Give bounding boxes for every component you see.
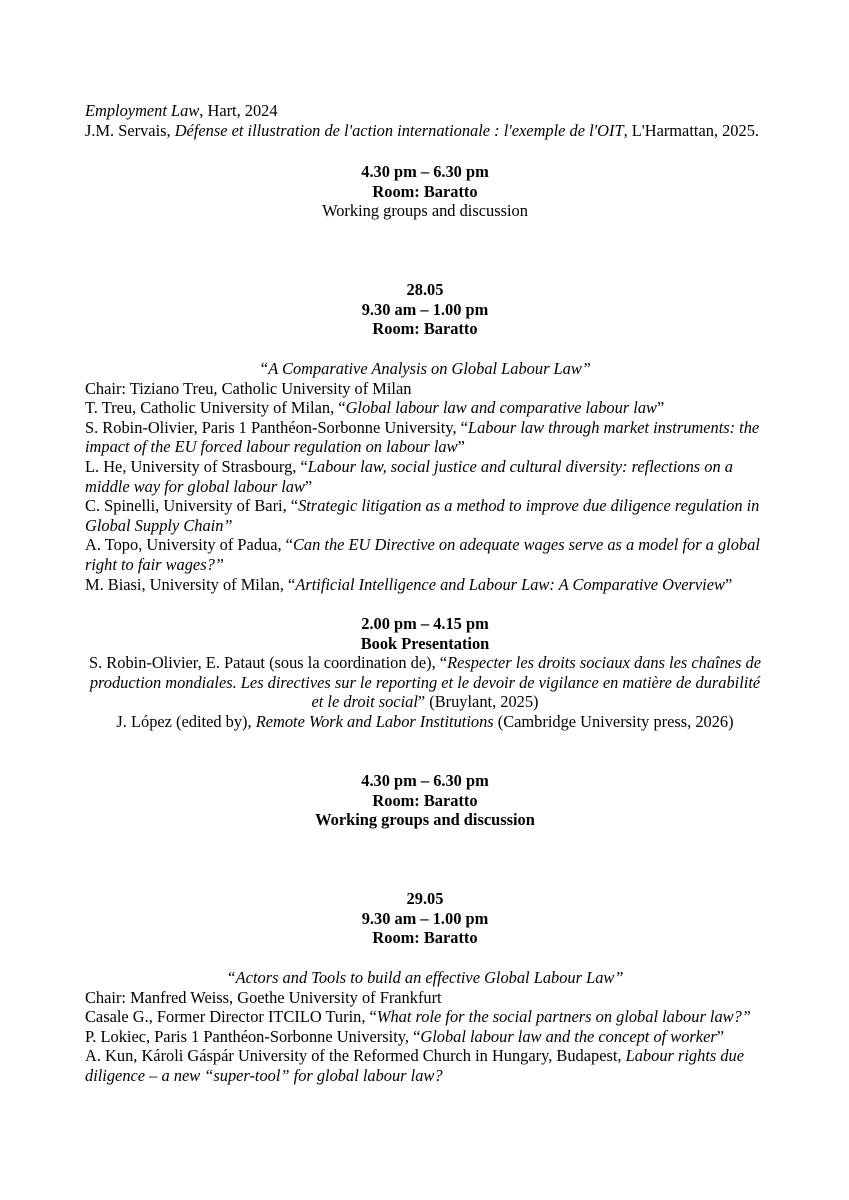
- session-activity: Working groups and discussion: [315, 810, 535, 830]
- panel-chair: Chair: Manfred Weiss, Goethe University of Frankfurt: [85, 987, 442, 1007]
- session-room: Room: Baratto: [372, 319, 478, 339]
- talk-item: A. Topo, University of Padua, “Can the EU Directive on adequate wages serve as a model for a global right to fair wages?”: [85, 535, 760, 574]
- session-room: Room: Baratto: [372, 181, 478, 201]
- reference-list-continued: [85, 101, 765, 140]
- talk-item: L. He, University of Strasbourg, “Labour law, social justice and cultural diversity: reflections on a middle way for global labour law”: [85, 456, 733, 496]
- talk-item: C. Spinelli, University of Bari, “Strategic litigation as a method to improve due diligence regulation in Global Supply Chain”: [85, 496, 760, 535]
- talk-item: M. Biasi, University of Milan, “Artificial Intelligence and Labour Law: A Comparative Overview”: [85, 574, 733, 594]
- session-time: 9.30 am – 1.00 pm: [361, 299, 489, 319]
- panel-comparative-analysis: [85, 359, 765, 594]
- talk-item: P. Lokiec, Paris 1 Panthéon-Sorbonne University, “Global labour law and the concept of worker”: [85, 1026, 725, 1046]
- talk-item: A. Kun, Károli Gáspár University of the Reformed Church in Hungary, Budapest, Labour rights due diligence – a new “super-tool” for global labour law?: [85, 1046, 745, 1085]
- session-room: Room: Baratto: [372, 928, 478, 948]
- day-date: 28.05: [406, 280, 444, 299]
- book-heading: Book Presentation: [360, 633, 490, 653]
- session-afternoon-day0: [85, 162, 765, 221]
- session-room: Room: Baratto: [372, 790, 478, 810]
- talk-item: T. Treu, Catholic University of Milan, “Global labour law and comparative labour law”: [85, 398, 665, 418]
- session-time: 4.30 pm – 6.30 pm: [361, 771, 489, 790]
- day-header-2905: [85, 889, 765, 948]
- book-presentation: [85, 614, 765, 732]
- panel-title: “A Comparative Analysis on Global Labour Law”: [259, 359, 591, 378]
- reference-item: Employment Law, Hart, 2024: [85, 101, 278, 120]
- talk-item: S. Robin-Olivier, Paris 1 Panthéon-Sorbonne University, “Labour law through market instruments: the impact of the EU forced labour regulation on labour law”: [85, 417, 760, 457]
- session-time: 2.00 pm – 4.15 pm: [361, 614, 489, 633]
- session-time: 9.30 am – 1.00 pm: [361, 908, 489, 928]
- session-activity: Working groups and discussion: [322, 201, 528, 221]
- session-time: 4.30 pm – 6.30 pm: [361, 162, 489, 181]
- book-item: J. López (edited by), Remote Work and Labor Institutions (Cambridge University press, 2026): [116, 711, 734, 731]
- panel-actors-and-tools: [85, 968, 765, 1086]
- panel-chair: Chair: Tiziano Treu, Catholic University of Milan: [85, 378, 412, 398]
- day-date: 29.05: [406, 889, 444, 908]
- session-afternoon-2805: [85, 771, 765, 830]
- reference-item: J.M. Servais, Défense et illustration de l'action internationale : l'exemple de l'OIT, L'Harmattan, 2025.: [85, 120, 759, 140]
- book-item: S. Robin-Olivier, E. Pataut (sous la coordination de), “Respecter les droits sociaux dans les chaînes de production mondiales. Les directives sur le reporting et le devoir de vigilance en matière de durabilité et le droit social” (Bruylant, 2025): [89, 653, 761, 712]
- panel-title: “Actors and Tools to build an effective Global Labour Law”: [226, 968, 624, 987]
- talk-item: Casale G., Former Director ITCILO Turin, “What role for the social partners on global labour law?”: [85, 1007, 751, 1027]
- day-header-2805: [85, 280, 765, 339]
